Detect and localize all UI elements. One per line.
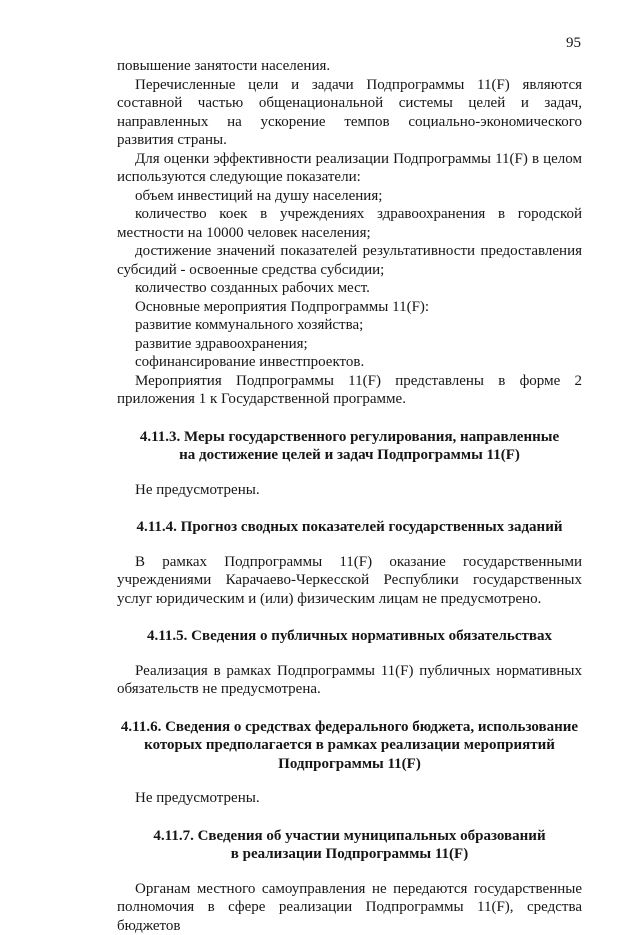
section-heading-line: на достижение целей и задач Подпрограммы 11(F) xyxy=(117,446,582,465)
section-heading-line: 4.11.5. Сведения о публичных нормативных обязательствах xyxy=(117,627,582,646)
section-heading-line: Подпрограммы 11(F) xyxy=(117,755,582,774)
spacer xyxy=(117,608,582,627)
section-heading-line: 4.11.6. Сведения о средствах федерального бюджета, использование xyxy=(117,718,582,737)
indicator-item: количество созданных рабочих мест. xyxy=(117,279,582,298)
paragraph-goals: Перечисленные цели и задачи Подпрограммы 11(F) являются составной частью общенациональной системы целей и задач, направленных на ускорение темпов социально-экономического развития страны. xyxy=(117,76,582,150)
indicator-item: объем инвестиций на душу населения; xyxy=(117,187,582,206)
activity-item: софинансирование инвестпроектов. xyxy=(117,353,582,372)
spacer xyxy=(117,773,582,789)
paragraph-continuation: повышение занятости населения. xyxy=(117,57,582,76)
section-heading-line: 4.11.3. Меры государственного регулирования, направленные xyxy=(117,428,582,447)
section-text: Органам местного самоуправления не передаются государственные полномочия в сфере реализации Подпрограммы 11(F), средства бюджетов xyxy=(117,880,582,935)
section-heading-line: в реализации Подпрограммы 11(F) xyxy=(117,845,582,864)
section-text: Не предусмотрены. xyxy=(117,481,582,500)
section-text: В рамках Подпрограммы 11(F) оказание государственными учреждениями Карачаево-Черкесской Республики государственных услуг юридическим и (или) физическим лицам не предусмотрено. xyxy=(117,553,582,609)
spacer xyxy=(117,864,582,880)
section-heading xyxy=(117,518,582,537)
spacer xyxy=(117,699,582,718)
section-heading-line: 4.11.7. Сведения об участии муниципальных образований xyxy=(117,827,582,846)
section-heading xyxy=(117,627,582,646)
page-content xyxy=(117,57,582,935)
paragraph-activities-form: Мероприятия Подпрограммы 11(F) представлены в форме 2 приложения 1 к Государственной программе. xyxy=(117,372,582,409)
spacer xyxy=(117,499,582,518)
section-heading-line: 4.11.4. Прогноз сводных показателей государственных заданий xyxy=(117,518,582,537)
section-heading-line: которых предполагается в рамках реализации мероприятий xyxy=(117,736,582,755)
spacer xyxy=(117,646,582,662)
page-number: 95 xyxy=(566,34,581,52)
section-heading xyxy=(117,428,582,465)
spacer xyxy=(117,465,582,481)
section-heading xyxy=(117,718,582,774)
paragraph-indicators-intro: Для оценки эффективности реализации Подпрограммы 11(F) в целом используются следующие показатели: xyxy=(117,150,582,187)
indicator-item: количество коек в учреждениях здравоохранения в городской местности на 10000 человек населения; xyxy=(117,205,582,242)
activity-item: развитие коммунального хозяйства; xyxy=(117,316,582,335)
activity-item: развитие здравоохранения; xyxy=(117,335,582,354)
section-text: Реализация в рамках Подпрограммы 11(F) публичных нормативных обязательств не предусмотрена. xyxy=(117,662,582,699)
spacer xyxy=(117,537,582,553)
paragraph-activities-intro: Основные мероприятия Подпрограммы 11(F): xyxy=(117,298,582,317)
spacer xyxy=(117,808,582,827)
indicator-item: достижение значений показателей результативности предоставления субсидий - освоенные средства субсидии; xyxy=(117,242,582,279)
spacer xyxy=(117,409,582,428)
section-heading xyxy=(117,827,582,864)
section-text: Не предусмотрены. xyxy=(117,789,582,808)
